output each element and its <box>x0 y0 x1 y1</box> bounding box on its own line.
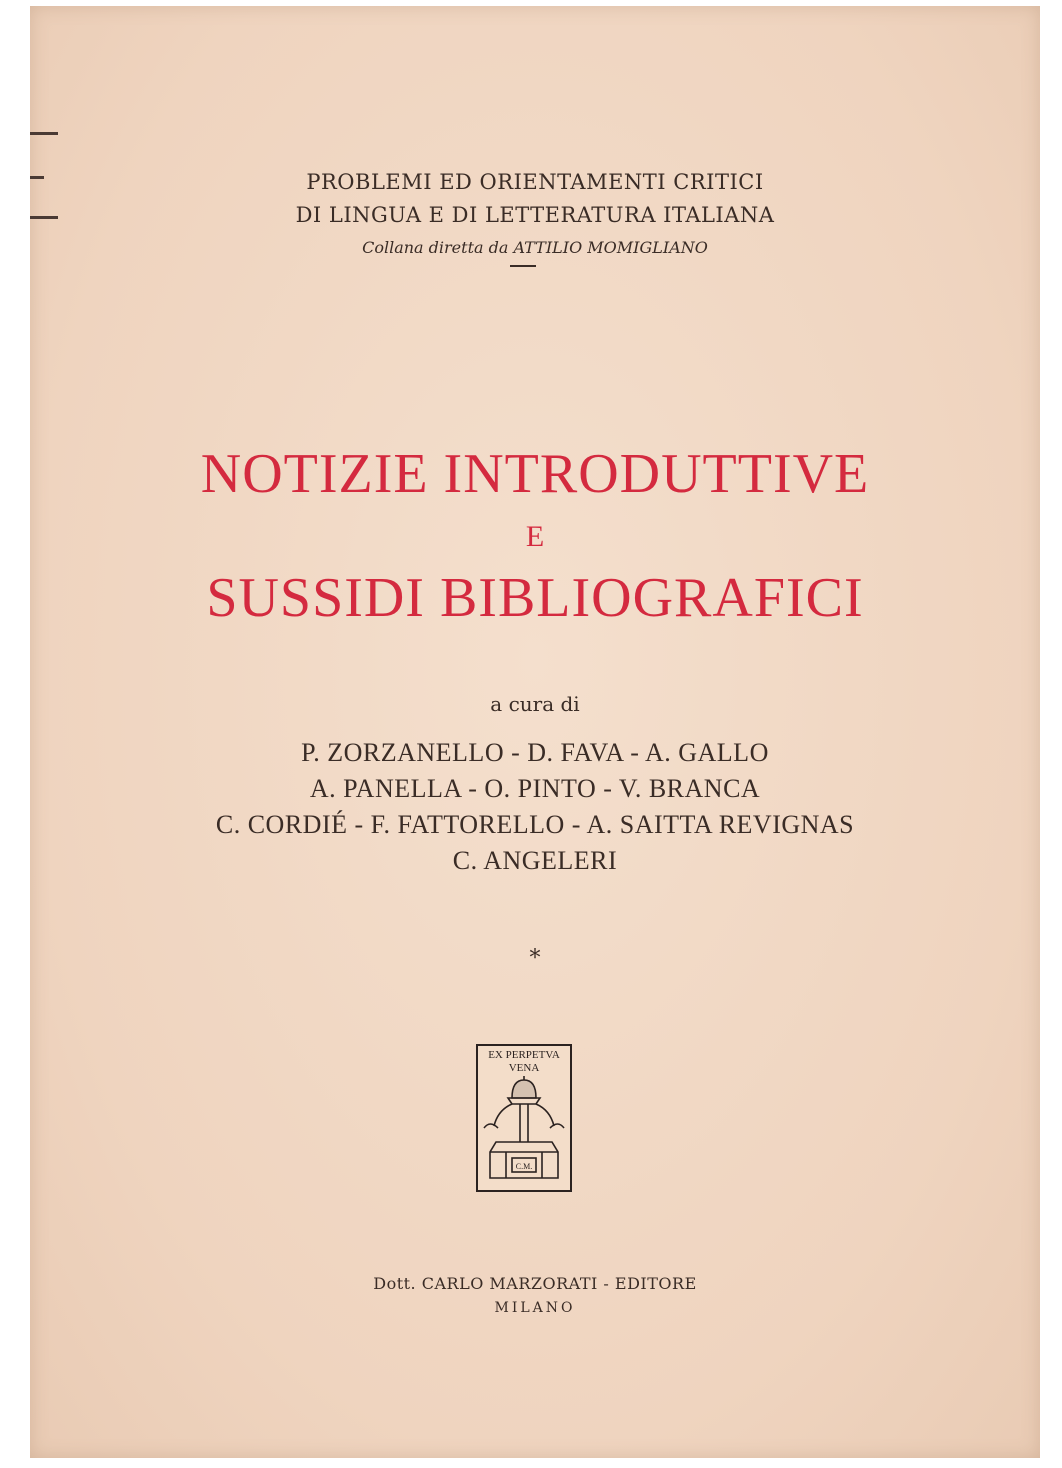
editors-line-1: P. ZORZANELLO - D. FAVA - A. GALLO <box>301 738 769 767</box>
publisher-name: Dott. CARLO MARZORATI - EDITORE <box>373 1274 697 1293</box>
book-cover <box>30 6 1040 1458</box>
publisher-city: MILANO <box>494 1300 576 1316</box>
volume-star: * <box>529 946 541 971</box>
spine-mark <box>30 132 58 135</box>
editors-intro: a cura di <box>490 692 580 716</box>
book-title-line-2: SUSSIDI BIBLIOGRAFICI <box>206 567 864 629</box>
printer-mark-icon <box>476 1044 572 1192</box>
series-title-line-2: DI LINGUA E DI LETTERATURA ITALIANA <box>295 203 775 227</box>
printer-mark-motto-1: EX PERPETVA <box>488 1049 560 1061</box>
book-title-line-1: NOTIZIE INTRODUTTIVE <box>200 443 870 505</box>
book-title-conjunction: E <box>525 520 545 553</box>
svg-text:C.M.: C.M. <box>515 1162 533 1171</box>
series-title-line-1: PROBLEMI ED ORIENTAMENTI CRITICI <box>306 170 764 194</box>
printer-mark-motto-2: VENA <box>508 1062 540 1074</box>
editors-line-3: C. CORDIÉ - F. FATTORELLO - A. SAITTA REVIGNAS <box>215 810 855 839</box>
fountain-icon <box>478 1046 570 1190</box>
editors-line-2: A. PANELLA - O. PINTO - V. BRANCA <box>309 774 761 803</box>
series-editor: Collana diretta da ATTILIO MOMIGLIANO <box>362 238 708 257</box>
editors-line-4: C. ANGELERI <box>452 846 618 875</box>
divider-rule <box>510 265 536 267</box>
